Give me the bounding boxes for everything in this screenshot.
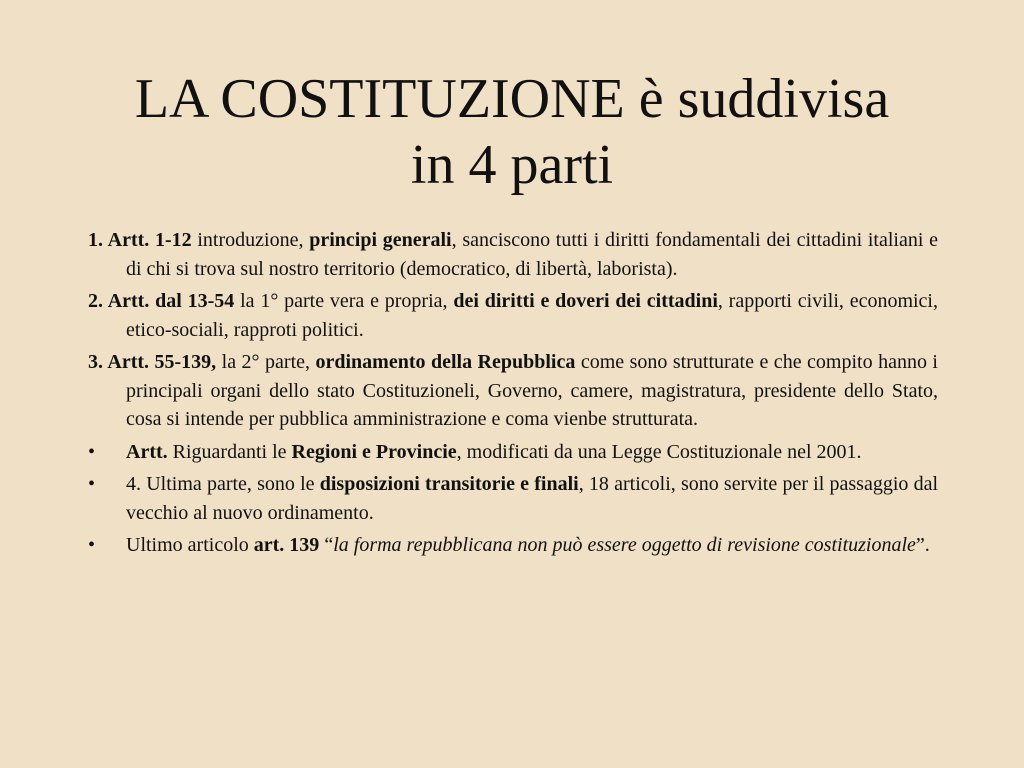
item-bold-text: Regioni e Provincie <box>291 440 457 463</box>
item-quote-text: la forma repubblicana non può essere oggetto di revisione costituzionale <box>333 534 916 556</box>
item-text: , rapporti civili, economici, etico-sociali, rapproti politici. <box>126 290 938 341</box>
item-text: 4. Ultima parte, sono le <box>126 473 320 495</box>
item-text: come sono strutturate e che compito hanno i principali organi dello stato Costituzioneli, Governo, camere, magistratura, presidente dello Stato, cosa si intende per pubblica amministrazione e coma vienbe strutturata. <box>126 351 938 430</box>
item-text: , sanciscono tutti i diritti fondamentali dei cittadini italiani e di chi si trova sul nostro territorio (democratico, di libertà, laborista). <box>126 229 938 280</box>
item-prefix: 1. Artt. 1-12 <box>88 229 192 251</box>
list-item-last-article <box>88 531 938 560</box>
list-item-part-3 <box>88 348 938 434</box>
item-text: la 1° parte vera e propria, <box>234 290 454 312</box>
slide-title <box>60 66 964 198</box>
bullet-icon: • <box>88 473 96 495</box>
item-prefix: 2. Artt. dal 13-54 <box>88 290 235 312</box>
bullet-icon: • <box>88 440 96 463</box>
item-bold-text: dei diritti e doveri dei cittadini <box>453 290 718 312</box>
item-bold-text: art. 139 <box>253 534 320 556</box>
item-text: Ultimo articolo <box>126 534 254 556</box>
item-prefix: 3. Artt. 55-139, <box>88 351 217 373</box>
title-line-1: LA COSTITUZIONE è suddivisa <box>134 68 890 130</box>
item-bold-text: ordinamento della Repubblica <box>315 351 576 373</box>
item-text: ”. <box>915 534 930 556</box>
item-bold-text: disposizioni transitorie e finali <box>319 473 579 495</box>
list-item-part-1 <box>88 226 938 283</box>
item-bold-text: Artt. <box>126 440 168 463</box>
item-text: , modificati da una Legge Costituzionale nel 2001. <box>456 440 862 463</box>
item-text: Riguardanti le <box>167 440 292 463</box>
list-item-part-2 <box>88 287 938 344</box>
slide-body <box>88 226 938 564</box>
bullet-icon: • <box>88 534 96 556</box>
item-text: “ <box>319 534 334 556</box>
item-text: la 2° parte, <box>216 351 316 373</box>
title-line-2: in 4 parti <box>410 134 614 196</box>
item-text: introduzione, <box>191 229 310 251</box>
item-text: , 18 articoli, sono servite per il passaggio dal vecchio al nuovo ordinamento. <box>126 473 939 524</box>
list-item-regioni <box>88 438 938 467</box>
item-bold-text: principi generali <box>309 229 452 251</box>
list-item-part-4 <box>88 470 938 527</box>
